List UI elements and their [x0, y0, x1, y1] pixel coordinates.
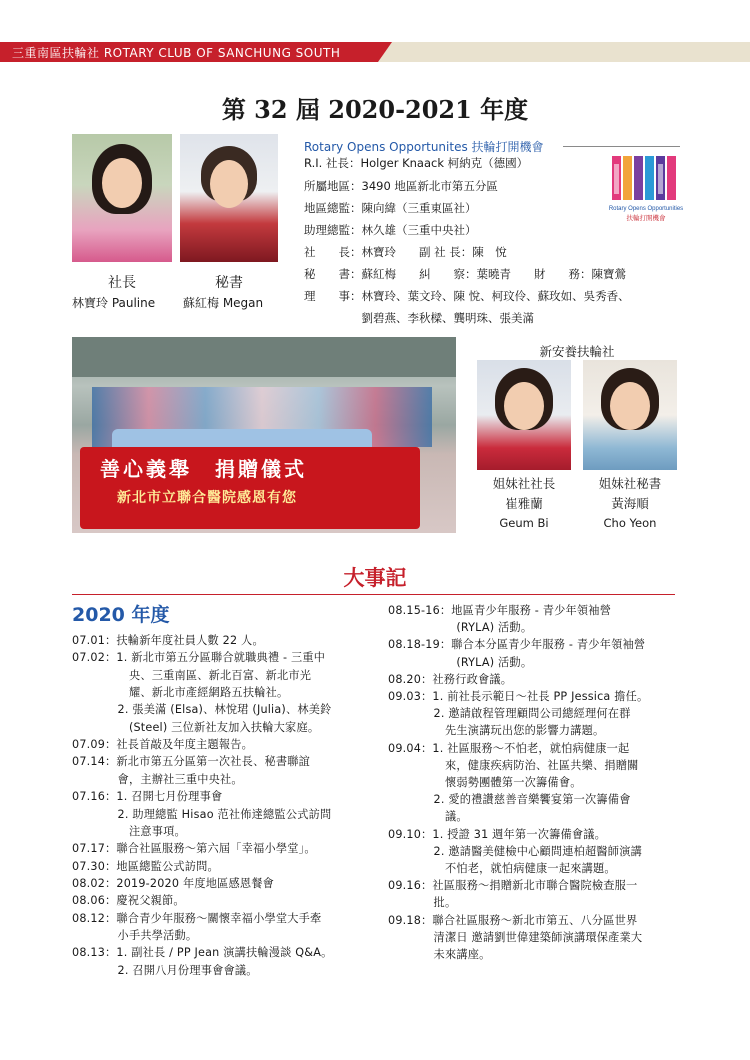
chronicle-entry-line: (Steel) 三位新社友加入扶輪大家庭。	[72, 720, 320, 734]
theme-heading: Rotary Opens Opportunites 扶輪打開機會	[304, 140, 544, 154]
logo-text-en: Rotary Opens Opportunities	[608, 206, 684, 212]
info-line: 助理總監：林久雄（三重中央社）	[304, 223, 477, 237]
chronicle-entry-line: 央、三重南區、新北百富、新北市光	[72, 668, 312, 682]
info-line: 所屬地區：3490 地區新北市第五分區	[304, 179, 498, 193]
chronicle-entry-line: 2. 召開八月份理事會會議。	[72, 963, 258, 977]
chronicle-entry-line: 2. 邀請啟程管理顧問公司總經理何在群	[388, 707, 631, 721]
chronicle-entry-line: 不怕老，就怕病健康一起來講題。	[388, 862, 616, 875]
chronicle-entry-line: 2. 邀請醫美健檢中心顧問連柏超醫師演講	[388, 844, 642, 858]
chronicle-entry-line: 07.16：1. 召開七月份理事會	[72, 790, 223, 804]
chronicle-entry-line: 清潔日 邀請劉世偉建築師演講環保產業大	[388, 930, 643, 944]
chronicle-entry-line: 會，主辦社三重中央社。	[72, 772, 243, 786]
rotary-theme-logo	[606, 150, 686, 230]
sister-president-name: 崔雅蘭	[505, 496, 543, 511]
info-line: 地區總監：陳向緯（三重東區社）	[304, 201, 477, 215]
chronicle-entry-line: 懷弱勢團體第一次籌備會。	[388, 776, 582, 789]
president-name: 林寶玲 Pauline	[72, 296, 156, 310]
chronicle-title: 大事記	[343, 565, 407, 590]
sister-secretary-photo	[583, 360, 677, 470]
chronicle-entry-line: 未來講座。	[388, 948, 491, 961]
chronicle-entry-line: 08.15-16：地區青少年服務 - 青少年領袖營	[388, 604, 612, 617]
chronicle-entry-line: 議。	[388, 810, 468, 824]
president-photo	[72, 134, 172, 262]
chronicle-entry-line: 07.14：新北市第五分區第一次社長、秘書聯誼	[72, 755, 311, 769]
chronicle-entry-line: (RYLA) 活動。	[388, 655, 533, 669]
chronicle-entry-line: 批。	[388, 896, 457, 910]
info-line: 秘 書：蘇紅梅 糾 察：葉曉青 財 務：陳寶鶯	[304, 267, 626, 281]
secretary-role: 秘書	[215, 275, 243, 291]
banner-line-2: 新北市立聯合醫院感恩有您	[117, 490, 297, 506]
logo-text-zh: 扶輪打開機會	[626, 214, 666, 222]
info-line: 理 事：林寶玲、葉文玲、陳 悅、柯玟伶、蘇玫如、吳秀香、	[304, 289, 630, 303]
chronicle-entry-line: 09.10：1. 授證 31 週年第一次籌備會議。	[388, 827, 607, 841]
header-bar-tan	[378, 42, 750, 62]
page-title: 第 32 屆 2020-2021 年度	[221, 95, 529, 124]
chronicle-entry-line: 09.16：社區服務～捐贈新北市聯合醫院檢查服一	[388, 879, 638, 893]
header-title: 三重南區扶輪社 ROTARY CLUB OF SANCHUNG SOUTH	[12, 46, 341, 60]
chronicle-entry-line: 08.13：1. 副社長 / PP Jean 演講扶輪漫談 Q&A。	[72, 946, 333, 960]
theme-divider	[563, 146, 680, 147]
chronicle-entry-line: 耀、新北市產經網路五扶輪社。	[72, 686, 289, 700]
sister-club-name: 新安養扶輪社	[539, 344, 615, 359]
chronicle-entry-line: 07.30：地區總監公式訪問。	[72, 859, 219, 873]
chronicle-entry-line: 2. 張美滿 (Elsa)、林悅珺 (Julia)、林美鈴	[72, 703, 332, 717]
chronicle-entry-line: 2. 助理總監 Hisao 范社佈達總監公式訪問	[72, 807, 332, 821]
chronicle-entry-line: 07.17：聯合社區服務～第六屆「幸福小學堂」。	[72, 842, 316, 856]
info-line: 社 長：林寶玲 副 社 長：陳 悅	[304, 245, 507, 259]
chronicle-entry-line: 07.01：扶輪新年度社員人數 22 人。	[72, 634, 264, 647]
info-line: 劉碧燕、李秋樑、龔明珠、張美滿	[304, 311, 534, 325]
sister-president-role: 姐妹社社長	[492, 476, 556, 491]
chronicle-entry-line: 09.04：1. 社區服務～不怕老，就怕病健康一起	[388, 741, 630, 755]
chronicle-entry-line: 08.12：聯合青少年服務～關懷幸福小學堂大手牽	[72, 911, 322, 925]
sister-president-en: Geum Bi	[499, 516, 549, 530]
chronicle-entry-line: 07.09：社長首敲及年度主題報告。	[72, 738, 254, 752]
chronicle-entry-line: 08.06：慶祝父親節。	[72, 894, 185, 908]
chronicle-entry-line: 注意事項。	[72, 824, 186, 838]
chronicle-entry-line: 08.20：社務行政會議。	[388, 672, 513, 686]
president-role: 社長	[108, 275, 136, 291]
banner-line-1: 善心義舉 捐贈儀式	[100, 457, 307, 481]
chronicle-entry-line: 08.18-19：聯合本分區青少年服務 - 青少年領袖營	[388, 638, 646, 652]
secretary-name: 蘇紅梅 Megan	[183, 296, 264, 310]
chronicle-entry-line: 2. 愛的禮讚慈善音樂饗宴第一次籌備會	[388, 793, 631, 807]
chronicle-entry-line: 09.03：1. 前社長示範日～社長 PP Jessica 擔任。	[388, 690, 649, 703]
info-line: R.I. 社長：Holger Knaack 柯納克（德國）	[304, 156, 529, 170]
chronicle-entry-line: 08.02：2019-2020 年度地區感恩餐會	[72, 876, 275, 890]
chronicle-entry-line: 07.02：1. 新北市第五分區聯合就職典禮 - 三重中	[72, 651, 326, 665]
secretary-photo	[180, 134, 278, 262]
sister-president-photo	[477, 360, 571, 470]
header-bar	[0, 42, 750, 62]
chronicle-divider	[72, 594, 675, 595]
sister-secretary-en: Cho Yeon	[603, 516, 657, 530]
chronicle-entry-line: (RYLA) 活動。	[388, 621, 533, 635]
chronicle-entry-line: 09.18：聯合社區服務～新北市第五、八分區世界	[388, 913, 638, 927]
chronicle-entry-line: 先生演講玩出您的影響力講題。	[388, 724, 605, 738]
sister-secretary-role: 姐妹社秘書	[598, 476, 662, 491]
chronicle-entry-line: 來，健康疾病防治、社區共樂、捐贈關	[388, 758, 639, 772]
sister-secretary-name: 黃海順	[611, 496, 649, 511]
chronicle-entry-line: 小手共學活動。	[72, 928, 198, 942]
year-heading: 2020 年度	[72, 604, 170, 626]
event-photo	[72, 337, 456, 533]
